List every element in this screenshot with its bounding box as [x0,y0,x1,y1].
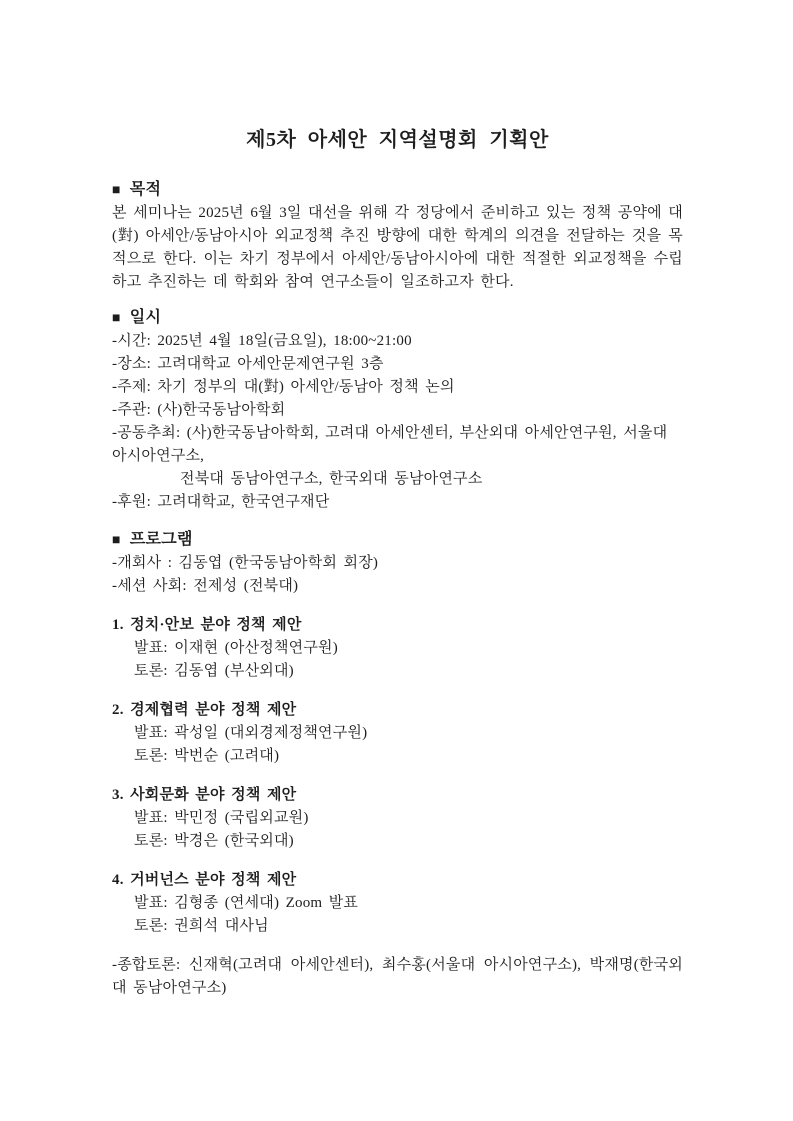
section-purpose-header [112,178,683,202]
session-2-discussant: 토론: 박번순 (고려대) [134,748,280,764]
section-program-header [112,528,683,552]
session-3-discussant: 토론: 박경은 (한국외대) [134,833,294,849]
purpose-paragraph: 본 세미나는 2025년 6월 3일 대선을 위해 각 정당에서 준비하고 있는 정책 공약에 대(對) 아세안/동남아시아 외교정책 추진 방향에 대한 학계의 의견을 전달하는 것을 목적으로 한다. 이는 차기 정부에서 아세안/동남아시아에 대한 적절한 외교정책을 수립하고 추진하는 데 학회와 참여 연구소들이 일조하고자 한다. [112,205,683,290]
document-title: 제5차 아세안 지역설명회 기획안 [246,129,549,151]
session-3-presenter: 발표: 박민정 (국립외교원) [134,810,309,826]
section-schedule-title: 일시 [129,309,162,326]
session-4-discussant: 토론: 권희석 대사님 [134,918,269,934]
session-2-presenter: 발표: 곽성일 (대외경제정책연구원) [134,725,368,741]
square-bullet-icon: ■ [112,183,121,198]
program-session-4 [112,869,683,938]
session-3-title: 3. 사회문화 분야 정책 제안 [112,787,297,803]
section-program-title: 프로그램 [129,531,193,548]
session-2-title: 2. 경제협력 분야 정책 제안 [112,702,297,718]
schedule-cohosts-line1: -공동추최: (사)한국동남아학회, 고려대 아세안센터, 부산외대 아세안연구원, 서울대 아시아연구소, [112,425,668,464]
square-bullet-icon: ■ [112,311,121,326]
session-1-title: 1. 정치·안보 분야 정책 제안 [112,617,302,633]
section-purpose [112,178,683,294]
program-session-2 [112,699,683,768]
session-1-discussant: 토론: 김동엽 (부산외대) [134,663,294,679]
square-bullet-icon: ■ [112,533,121,548]
program-session-moderator: -세션 사회: 전제성 (전북대) [112,578,299,594]
schedule-topic: -주제: 차기 정부의 대(對) 아세안/동남아 정책 논의 [112,379,455,395]
program-opening-remarks: -개회사 : 김동엽 (한국동남아학회 회장) [112,555,379,571]
general-discussion: -종합토론: 신재혁(고려대 아세안센터), 최수홍(서울대 아시아연구소), 박재명(한국외대 동남아연구소) [112,957,683,996]
section-purpose-title: 목적 [129,181,162,198]
program-session-1 [112,614,683,683]
schedule-time: -시간: 2025년 4월 18일(금요일), 18:00~21:00 [112,333,412,349]
schedule-sponsor: -후원: 고려대학교, 한국연구재단 [112,494,330,510]
section-schedule [112,306,683,514]
session-1-presenter: 발표: 이재현 (아산정책연구원) [134,640,338,656]
section-program [112,528,683,1000]
section-schedule-header [112,306,683,330]
program-session-3 [112,784,683,853]
schedule-venue: -장소: 고려대학교 아세안문제연구원 3층 [112,356,384,372]
session-4-presenter: 발표: 김형종 (연세대) Zoom 발표 [134,895,359,911]
schedule-organizer: -주관: (사)한국동남아학회 [112,402,286,418]
schedule-cohosts-line2: 전북대 동남아연구소, 한국외대 동남아연구소 [180,471,483,487]
session-4-title: 4. 거버넌스 분야 정책 제안 [112,872,297,888]
